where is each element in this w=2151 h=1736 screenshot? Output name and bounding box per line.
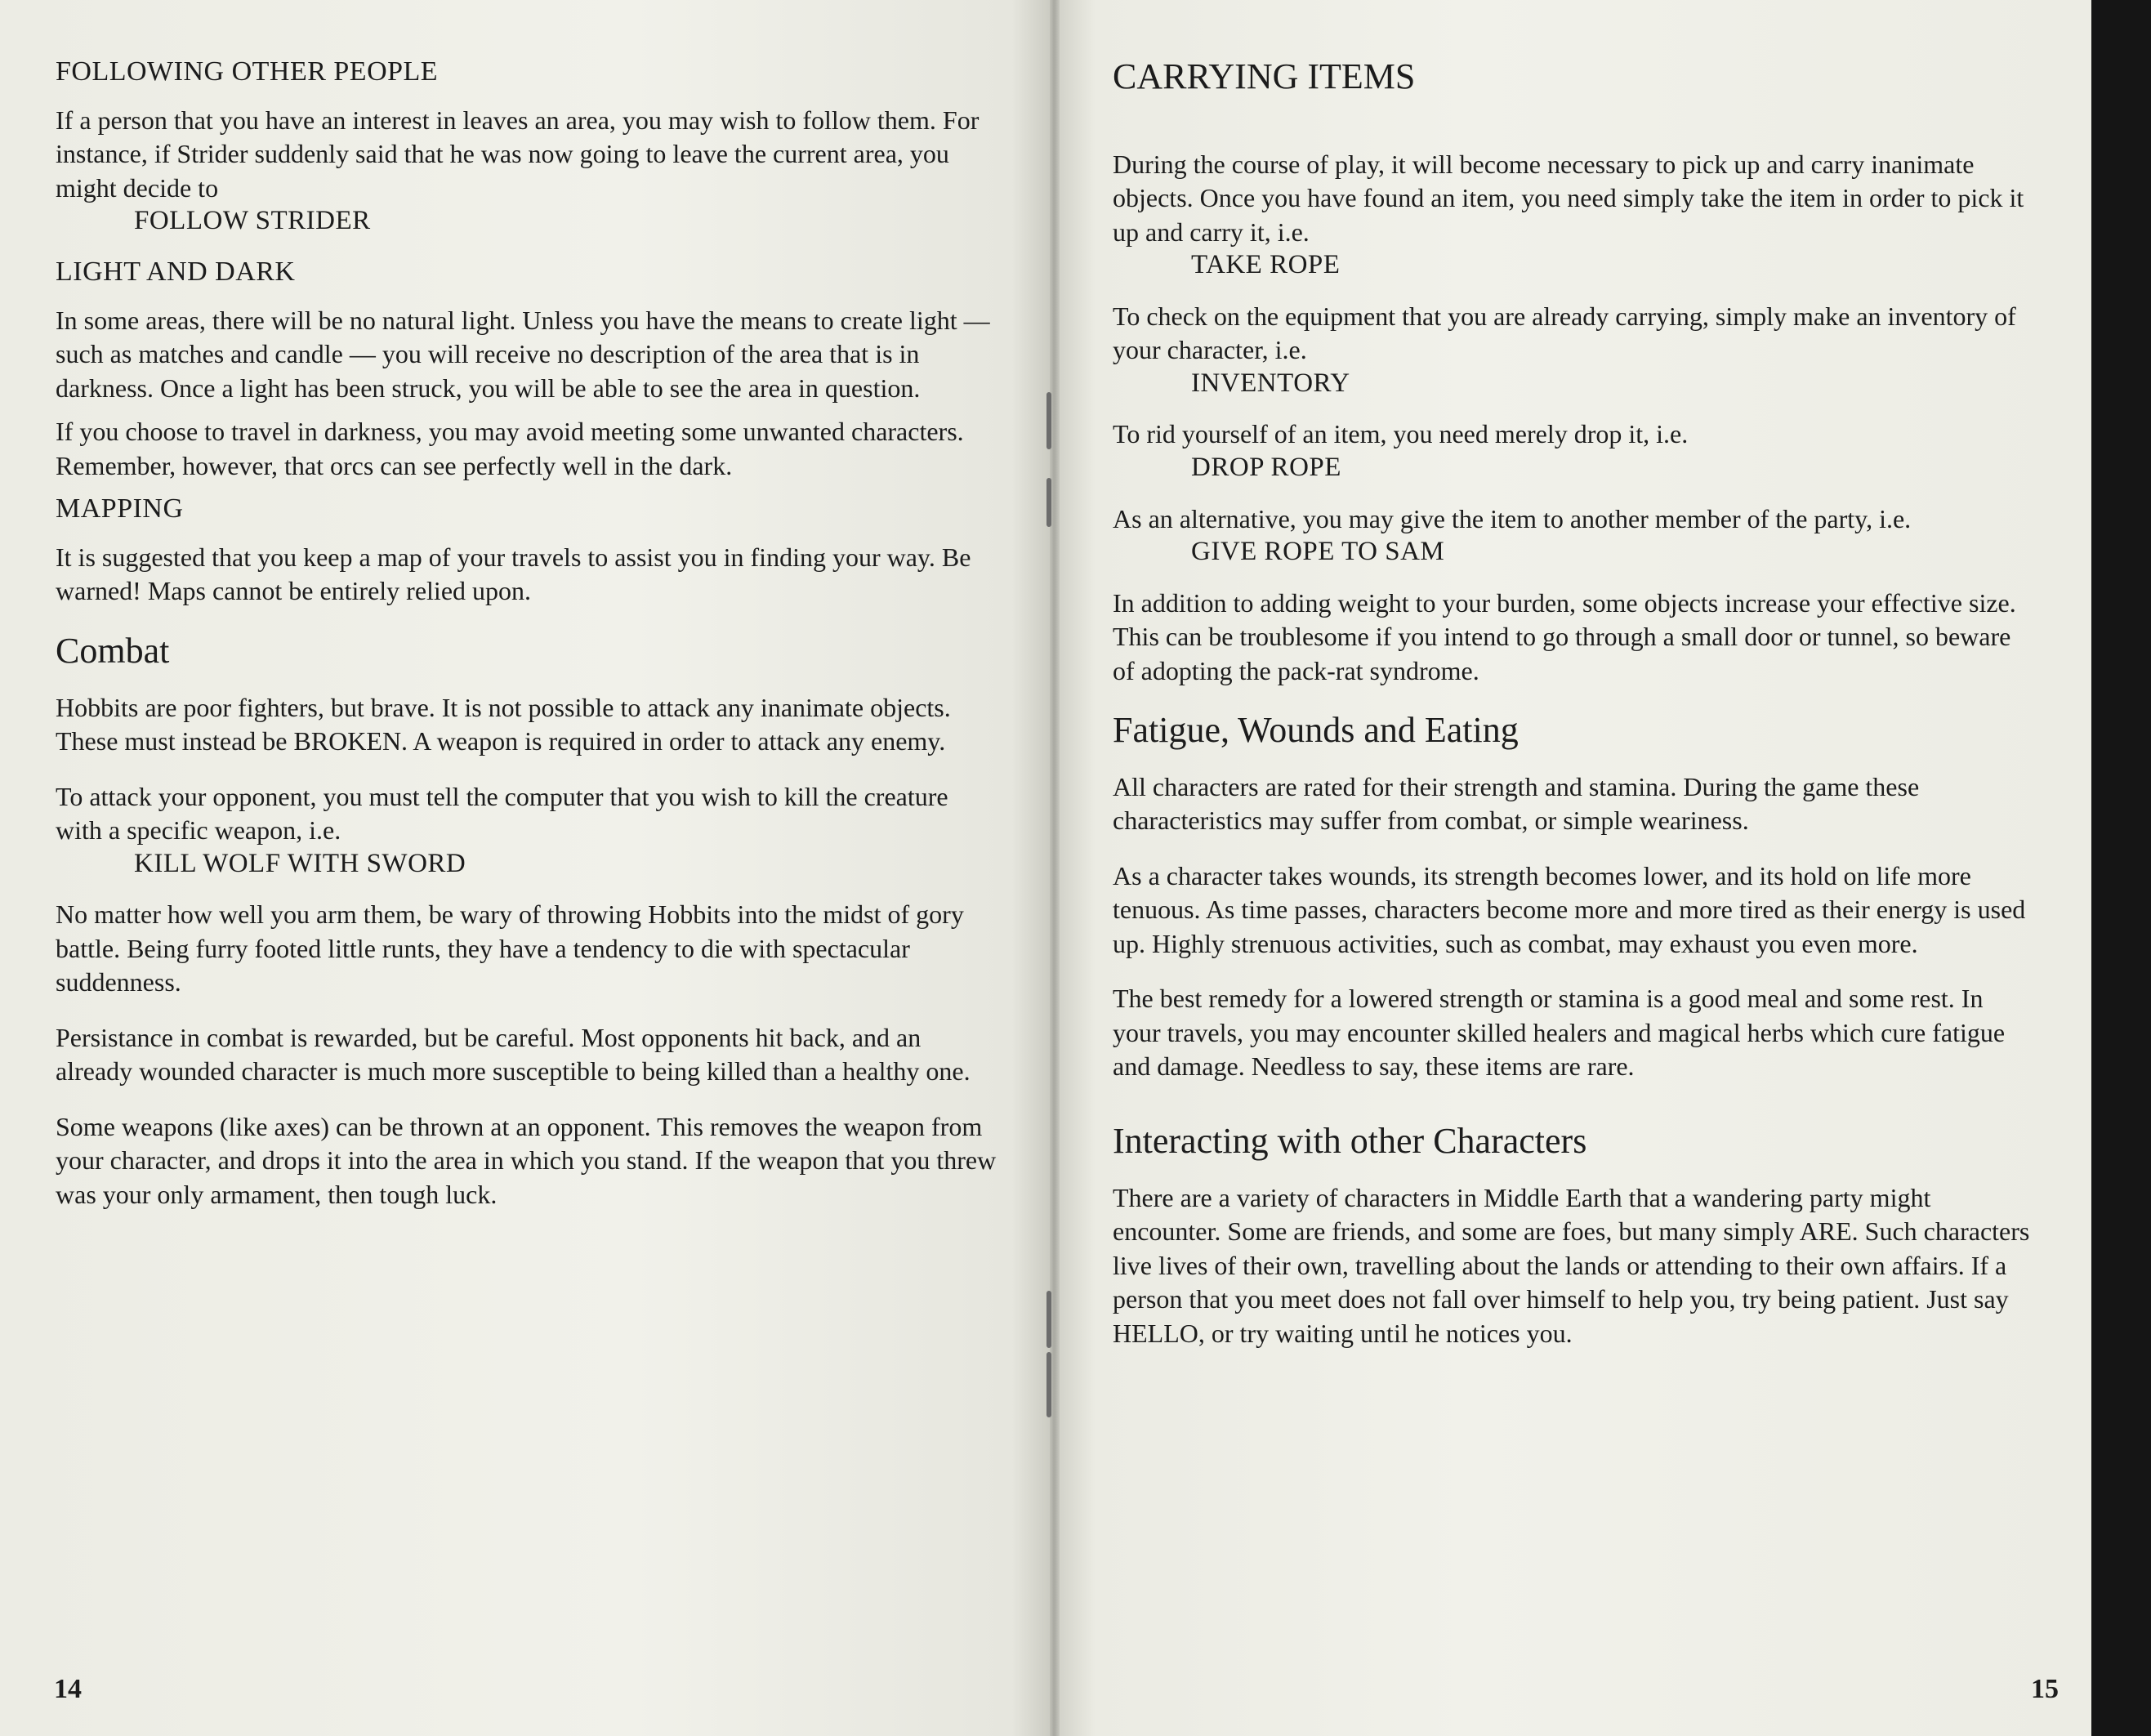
staple-lower — [1046, 1291, 1051, 1348]
command-inventory: INVENTORY — [1191, 368, 1350, 398]
paragraph-interacting-1: There are a variety of characters in Middle Earth that a wandering party might encounter. Some are friends, and some are foes, but many simply ARE. Such characters live lives of their own, travelling about the lands or attending to their own affairs. If a person that you meet does not fall over himself to help you, try being patient. Just say HELLO, or try waiting until he notices you. — [1113, 1182, 2030, 1348]
left-page — [0, 0, 1054, 1736]
section-heading-mapping: MAPPING — [56, 493, 184, 524]
paragraph-fatigue-2: As a character takes wounds, its strength becomes lower, and its hold on life more tenuous. As time passes, characters become more and more tired as their energy is used up. Highly strenuous activities, such as combat, may exhaust you even more. — [1113, 860, 2026, 958]
paragraph-light-2: If you choose to travel in darkness, you may avoid meeting some unwanted characters. Remember, however, that orcs can see perfectly well in the dark. — [56, 417, 964, 480]
section-heading-following: FOLLOWING OTHER PEOPLE — [56, 56, 439, 87]
section-heading-light-dark: LIGHT AND DARK — [56, 256, 296, 287]
paragraph-following: If a person that you have an interest in leaves an area, you may wish to follow them. For instance, if Strider suddenly said that he was now going to leave the current area, you might decide to — [56, 105, 980, 203]
right-page — [1054, 0, 2091, 1736]
paragraph-carrying-2: To check on the equipment that you are already carrying, simply make an inventory of your character, i.e. — [1113, 301, 2016, 365]
paragraph-combat-2: To attack your opponent, you must tell the computer that you wish to kill the creature with a specific weapon, i.e. — [56, 781, 948, 846]
paragraph-combat-3: No matter how well you arm them, be wary of throwing Hobbits into the midst of gory battle. Being furry footed little runts, they have a tendency to die with spectacular suddenness. — [56, 899, 964, 997]
command-give-rope: GIVE ROPE TO SAM — [1191, 537, 1445, 567]
paragraph-mapping: It is suggested that you keep a map of your travels to assist you in finding your way. Be warned! Maps cannot be entirely relied upon. — [56, 542, 971, 606]
paragraph-combat-4: Persistance in combat is rewarded, but be careful. Most opponents hit back, and an already wounded character is much more susceptible to being killed than a healthy one. — [56, 1022, 971, 1087]
page-number-left: 14 — [54, 1674, 82, 1704]
binding-gutter — [1050, 0, 1060, 1736]
paragraph-carrying-1: During the course of play, it will become necessary to pick up and carry inanimate objects. Once you have found an item, you need simply take the item in order to pick it up and carry it, i.e. — [1113, 149, 2024, 247]
paragraph-combat-1: Hobbits are poor fighters, but brave. It is not possible to attack any inanimate objects. These must instead be BROKEN. A weapon is required in order to attack any enemy. — [56, 692, 951, 756]
command-kill-wolf: KILL WOLF WITH SWORD — [134, 848, 466, 878]
scan-background-edge — [2091, 0, 2151, 1736]
paragraph-combat-5: Some weapons (like axes) can be thrown at an opponent. This removes the weapon from your character, and drops it into the area in which you stand. If the weapon that you threw was your only armament, then tough luck. — [56, 1111, 997, 1209]
paragraph-fatigue-3: The best remedy for a lowered strength or stamina is a good meal and some rest. In your travels, you may encounter skilled healers and magical herbs which cure fatigue and damage. Needless to say, these items are rare. — [1113, 984, 2006, 1082]
staple-bottom — [1046, 1352, 1051, 1417]
page-number-right: 15 — [2031, 1674, 2059, 1704]
command-drop-rope: DROP ROPE — [1191, 452, 1341, 482]
section-heading-interacting: Interacting with other Characters — [1113, 1120, 1587, 1161]
paragraph-carrying-4: As an alternative, you may give the item to another member of the party, i.e. — [1113, 503, 1912, 533]
command-take-rope: TAKE ROPE — [1191, 250, 1341, 280]
section-heading-combat: Combat — [56, 630, 170, 671]
paragraph-carrying-5: In addition to adding weight to your burden, some objects increase your effective size. This can be troublesome if you intend to go through a small door or tunnel, so beware of adopting the pack-rat syndrome. — [1113, 587, 2016, 685]
paragraph-light-1: In some areas, there will be no natural light. Unless you have the means to create light — such as matches and candle — you will receive no description of the area that is in darkness. Once a light has been struck, you will be able to see the area in question. — [56, 305, 990, 403]
staple-top — [1046, 392, 1051, 449]
command-follow-strider: FOLLOW STRIDER — [134, 206, 371, 236]
section-heading-fatigue: Fatigue, Wounds and Eating — [1113, 710, 1519, 751]
paragraph-fatigue-1: All characters are rated for their strength and stamina. During the game these characteristics may suffer from combat, or simple weariness. — [1113, 771, 1920, 836]
paragraph-carrying-3: To rid yourself of an item, you need merely drop it, i.e. — [1113, 419, 1689, 449]
section-heading-carrying: CARRYING ITEMS — [1113, 56, 1416, 96]
staple-upper — [1046, 478, 1051, 527]
